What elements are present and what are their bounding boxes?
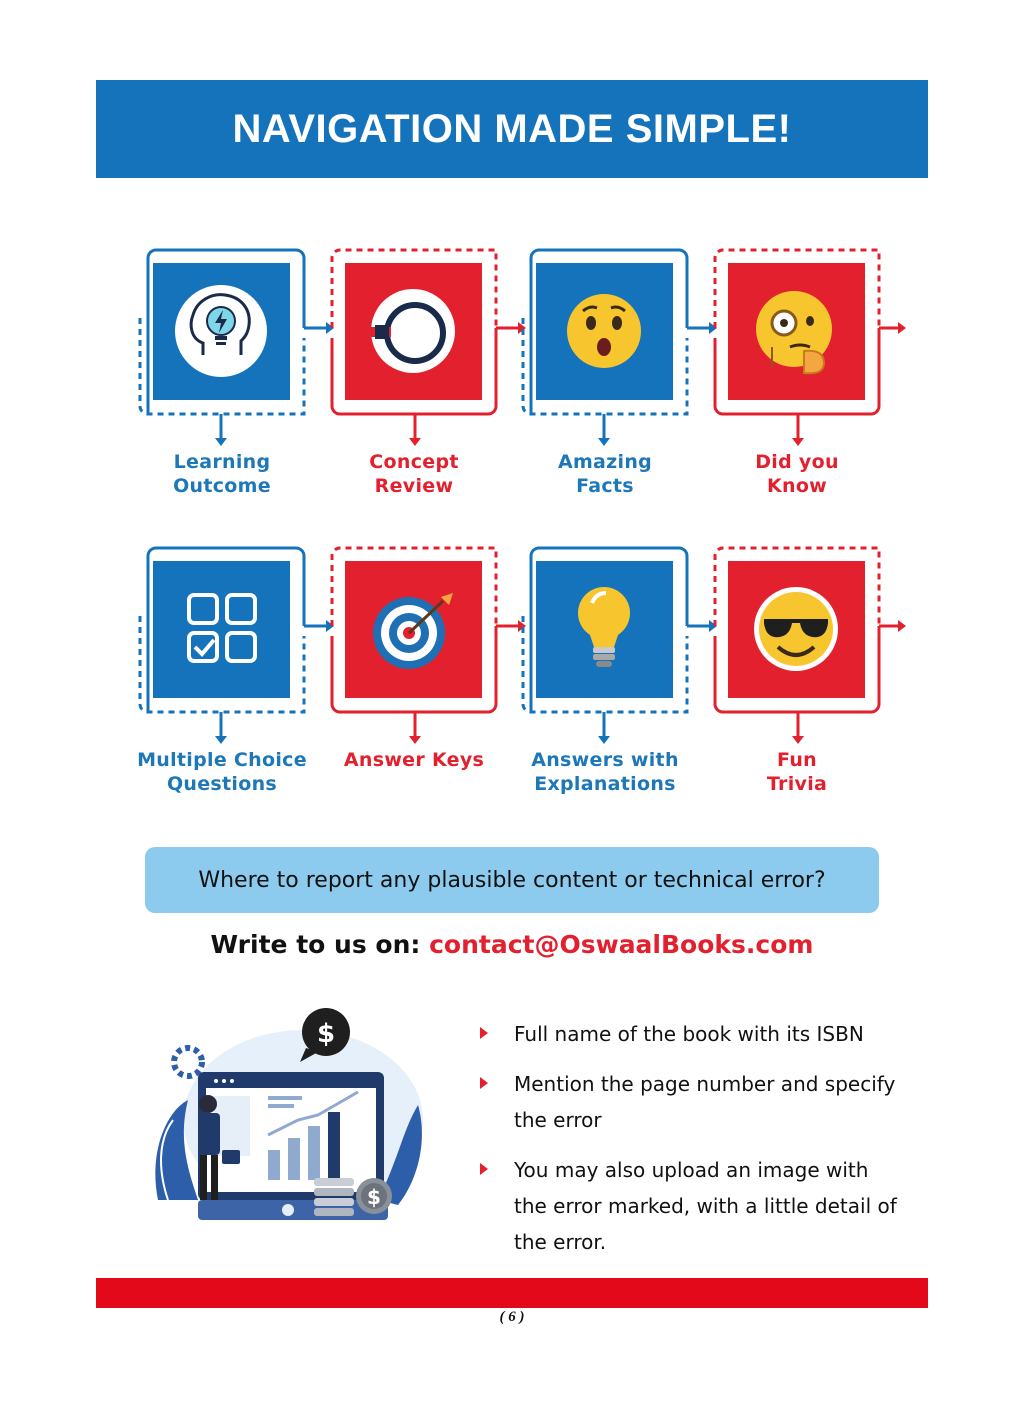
label-mcq: Multiple Choice Questions bbox=[137, 749, 307, 795]
label-answer-keys: Answer Keys bbox=[343, 749, 485, 771]
bullet-arrow-icon bbox=[480, 1027, 488, 1039]
amazing-facts-tile bbox=[536, 263, 673, 400]
contact-line bbox=[0, 930, 1024, 959]
footer-bar bbox=[96, 1278, 928, 1308]
answer-keys-tile bbox=[345, 561, 482, 698]
bullet-arrow-icon bbox=[480, 1077, 488, 1089]
bullet-arrow-icon bbox=[480, 1163, 488, 1175]
header-banner bbox=[96, 80, 928, 178]
svg-text:$: $ bbox=[316, 1019, 336, 1049]
feature-row-2 bbox=[0, 538, 1024, 818]
label-did-you-know: Did you Know bbox=[755, 451, 839, 497]
contact-email-link[interactable]: contact@OswaalBooks.com bbox=[429, 930, 814, 959]
checkbox-grid-icon bbox=[153, 561, 290, 698]
feature-row-1 bbox=[0, 240, 1024, 520]
list-item: Mention the page number and specify the error bbox=[476, 1066, 906, 1138]
label-concept-review: Concept Review bbox=[369, 451, 459, 497]
list-item: Full name of the book with its ISBN bbox=[476, 1016, 906, 1052]
feature-card-answer-keys bbox=[330, 546, 500, 724]
feature-card-learning-outcome bbox=[138, 248, 308, 426]
error-report-instructions bbox=[476, 1016, 906, 1274]
analytics-illustration bbox=[128, 1000, 448, 1230]
feature-card-did-you-know bbox=[713, 248, 883, 426]
surprised-emoji-icon bbox=[536, 263, 673, 400]
sunglasses-emoji-icon bbox=[728, 561, 865, 698]
lens-icon bbox=[345, 263, 482, 400]
label-learning-outcome: Learning Outcome bbox=[173, 451, 271, 497]
learning-outcome-tile bbox=[153, 263, 290, 400]
brain-bulb-icon bbox=[153, 263, 290, 400]
thinking-monocle-emoji-icon bbox=[728, 263, 865, 400]
concept-review-tile bbox=[345, 263, 482, 400]
feature-card-fun-trivia bbox=[713, 546, 883, 724]
answers-explanations-tile bbox=[536, 561, 673, 698]
report-question-box bbox=[145, 847, 879, 913]
page-title: NAVIGATION MADE SIMPLE! bbox=[232, 106, 792, 151]
feature-card-concept-review bbox=[330, 248, 500, 426]
mcq-tile bbox=[153, 561, 290, 698]
lightbulb-icon bbox=[536, 561, 673, 698]
feature-card-amazing-facts bbox=[521, 248, 691, 426]
gear-icon bbox=[174, 1048, 202, 1076]
label-answers-explanations: Answers with Explanations bbox=[531, 749, 679, 795]
report-question: Where to report any plausible content or technical error? bbox=[198, 867, 826, 893]
feature-card-answers-explanations bbox=[521, 546, 691, 724]
did-you-know-tile bbox=[728, 263, 865, 400]
label-amazing-facts: Amazing Facts bbox=[557, 451, 653, 497]
list-item: You may also upload an image with the error marked, with a little detail of the error. bbox=[476, 1152, 906, 1260]
feature-card-mcq bbox=[138, 546, 308, 724]
page-number: ( 6 ) bbox=[499, 1309, 525, 1325]
contact-lead: Write to us on: bbox=[210, 930, 430, 959]
target-arrow-icon bbox=[345, 561, 482, 698]
svg-text:$: $ bbox=[367, 1185, 381, 1209]
label-fun-trivia: Fun Trivia bbox=[766, 749, 828, 795]
fun-trivia-tile bbox=[728, 561, 865, 698]
